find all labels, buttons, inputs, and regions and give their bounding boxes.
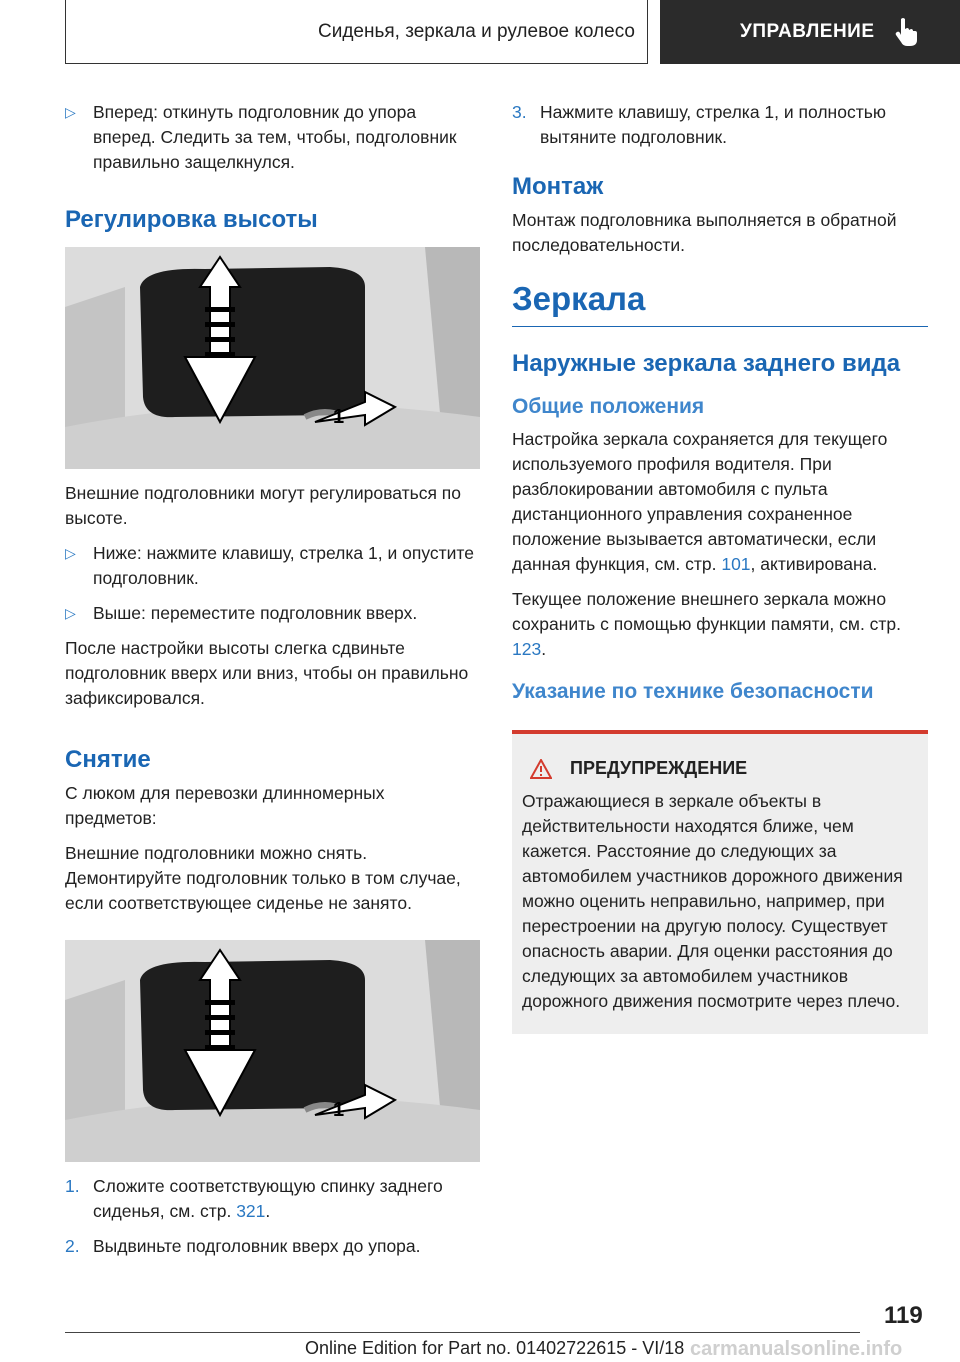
step-number: 2.	[65, 1236, 80, 1256]
heading-safety: Указание по технике безопасности	[512, 680, 874, 703]
page-ref-link[interactable]: 123	[512, 639, 542, 659]
paragraph: Монтаж подголовника выполняется в обратной последовательности.	[512, 210, 897, 255]
list-item	[65, 100, 480, 175]
heading-height: Регулировка высоты	[65, 206, 318, 233]
step-text: Нажмите клавишу, стрелка 1, и полностью вытяните подголовник.	[540, 102, 886, 147]
heading-outer-mirrors: Наружные зеркала заднего вида	[512, 350, 901, 377]
step-text: Выдвиньте подголовник вверх до упора.	[93, 1236, 421, 1256]
triangle-bullet-icon: ▷	[65, 605, 76, 621]
headrest-height-illustration	[65, 247, 480, 469]
paragraph: Внешние подголовники могут регулироваться по высоте.	[65, 483, 462, 528]
step-number: 1.	[65, 1176, 80, 1196]
warning-triangle-icon	[530, 759, 552, 779]
warning-title	[522, 756, 918, 781]
step-number: 3.	[512, 102, 527, 122]
paragraph: После настройки высоты слегка сдвиньте подголовник вверх или вниз, чтобы он правильно зафиксировался.	[65, 638, 469, 708]
section-title: Сиденья, зеркала и рулевое колесо	[318, 20, 635, 42]
page-ref-link[interactable]: 321	[236, 1201, 266, 1221]
warning-text: Отражающиеся в зеркале объекты в действительности находятся ближе, чем кажется. Расстояние до следующих за автомобилем участников дорожного движения можно оценить неправильно, например, при перестроении на другую полосу. Существует опасность аварии. Для оценки расстояния до следующих за автомобилем участников дорожного движения посмотрите через плечо.	[522, 791, 903, 1011]
paragraph-text: Текущее положение внешнего зеркала можно сохранить с помощью функции памяти, см. стр.	[512, 589, 902, 634]
heading-mount: Монтаж	[512, 173, 604, 200]
list-item	[65, 1174, 480, 1224]
chapter-title: УПРАВЛЕНИЕ	[740, 21, 875, 42]
step-text-end: .	[265, 1201, 271, 1221]
list-item	[65, 541, 480, 591]
watermark: carmanualsonline.info	[690, 1338, 903, 1360]
bullet-text: Выше: переместите подголовник вверх.	[93, 603, 418, 623]
bullet-text: Ниже: нажмите клавишу, стрелка 1, и опустите подголовник.	[93, 543, 474, 588]
warning-box	[512, 730, 928, 1034]
list-item	[512, 100, 928, 150]
figure-callout: 1	[333, 1099, 345, 1121]
paragraph: С люком для перевозки длинномерных предметов:	[65, 783, 385, 828]
step-text: Сложите соответствующую спинку заднего сиденья, см. стр.	[93, 1176, 443, 1221]
figure-callout: 1	[333, 406, 345, 428]
hand-pointer-icon	[893, 17, 919, 47]
warning-label: ПРЕДУПРЕЖДЕНИЕ	[570, 758, 748, 778]
footer-divider	[65, 1332, 860, 1333]
list-item	[65, 601, 480, 626]
paragraph-text-end: , активирована.	[750, 554, 878, 574]
heading-remove: Снятие	[65, 746, 151, 773]
headrest-remove-illustration	[65, 940, 480, 1162]
running-header-section	[65, 0, 648, 64]
left-column	[65, 100, 480, 1269]
paragraph-text: Настройка зеркала сохраняется для текущего используемого профиля водителя. При разблокировании автомобиля с пульта дистанционного управления сохраненное положение вызывается автоматически, если данная функция, см. стр.	[512, 429, 888, 574]
page-number: 119	[884, 1302, 923, 1329]
bullet-text: Вперед: откинуть подголовник до упора вперед. Следить за тем, чтобы, подголовник правильно защелкнулся.	[93, 102, 457, 172]
footer-edition: Online Edition for Part no. 01402722615 - VI/18	[305, 1338, 685, 1358]
paragraph	[512, 587, 928, 662]
right-column	[512, 100, 928, 1034]
page-ref-link[interactable]: 101	[721, 554, 751, 574]
paragraph	[512, 427, 928, 577]
paragraph: Внешние подголовники можно снять. Демонтируйте подголовник только в том случае, если соответствующее сиденье не занято.	[65, 843, 461, 913]
heading-mirrors: Зеркала	[512, 280, 928, 327]
paragraph-text-end: .	[541, 639, 547, 659]
triangle-bullet-icon: ▷	[65, 104, 76, 120]
list-item	[65, 1234, 480, 1259]
running-header-chapter	[660, 0, 960, 64]
triangle-bullet-icon: ▷	[65, 545, 76, 561]
heading-general: Общие положения	[512, 395, 705, 418]
